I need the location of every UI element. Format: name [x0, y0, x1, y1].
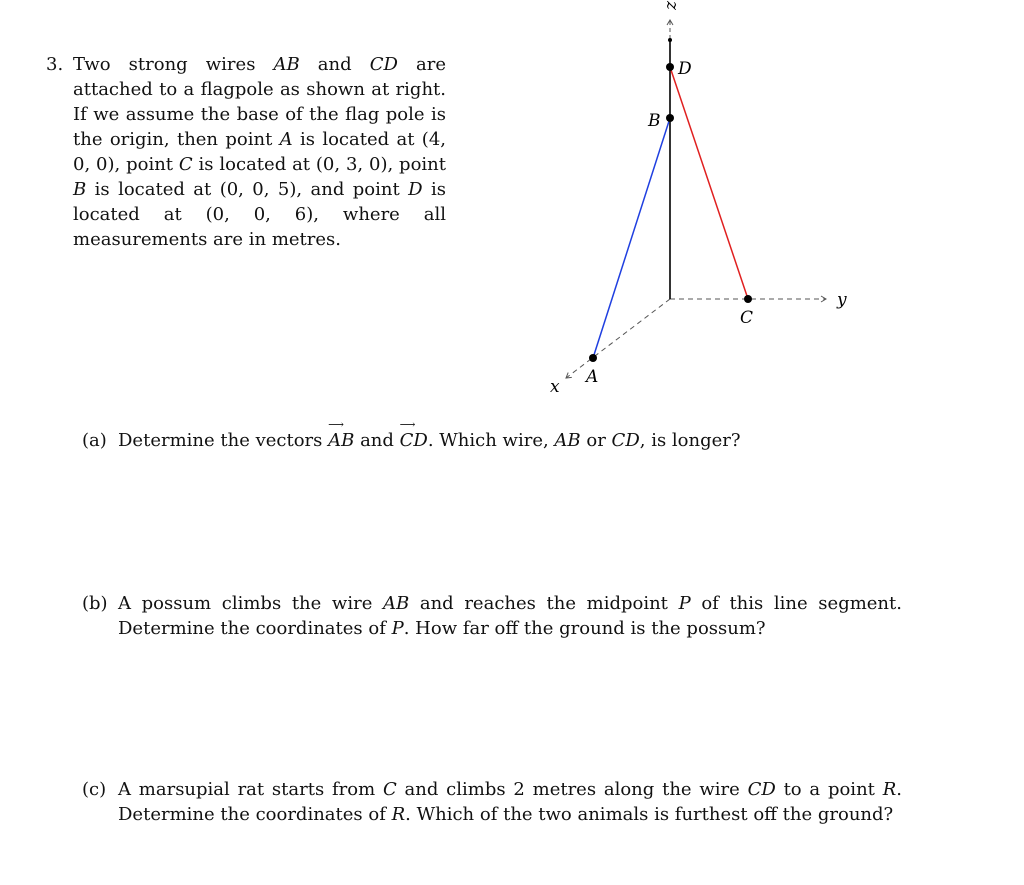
text-run: and	[354, 430, 400, 451]
var-cd: CD	[369, 54, 398, 75]
point-d-label: D	[678, 59, 692, 79]
point-c-dot	[744, 295, 752, 303]
vector-arrow-icon: ⟶	[328, 418, 344, 431]
var-d: D	[408, 179, 423, 200]
var-r: R	[391, 804, 406, 825]
var-p: P	[678, 593, 691, 614]
point-d-dot	[666, 63, 674, 71]
problem-statement	[46, 52, 446, 252]
point-a-label: A	[586, 367, 599, 387]
text-run: . Which wire,	[427, 430, 555, 451]
text-run: A possum climbs the wire	[118, 593, 383, 614]
point-a-dot	[589, 354, 597, 362]
text-run: is located at (0, 0, 6), where all measurements are in metres.	[73, 179, 447, 250]
text-run: and climbs 2 metres along the wire	[396, 779, 748, 800]
var-cd: CD	[611, 430, 640, 451]
text-run: or	[580, 430, 612, 451]
y-axis-label: y	[837, 290, 847, 310]
text-run: . How far off the ground is the possum?	[403, 618, 766, 639]
part-c-label: (c)	[82, 779, 107, 800]
problem-number: 3.	[46, 54, 64, 75]
var-cd: CD	[747, 779, 776, 800]
vector-cd-text: CD	[399, 430, 428, 451]
x-axis-label: x	[550, 377, 560, 397]
text-run: is located at (4, 0, 0), point	[73, 129, 446, 175]
part-b-label: (b)	[82, 593, 108, 614]
var-b: B	[73, 179, 87, 200]
var-ab: AB	[273, 54, 300, 75]
text-run: A marsupial rat starts from	[118, 779, 383, 800]
point-b-label: B	[648, 111, 661, 131]
var-r: R	[882, 779, 897, 800]
text-run: Determine the vectors	[118, 430, 329, 451]
var-ab: AB	[382, 593, 410, 614]
text-run: is located at (0, 0, 5), and point	[86, 179, 409, 200]
part-a-text	[118, 418, 902, 453]
x-axis	[566, 299, 670, 378]
text-run: , is longer?	[639, 430, 741, 451]
vector-ab	[328, 418, 355, 453]
var-c: C	[382, 779, 397, 800]
point-b-dot	[666, 114, 674, 122]
text-run: and reaches the midpoint	[409, 593, 679, 614]
text-run: to a point	[775, 779, 883, 800]
pole-top-dot	[668, 38, 672, 42]
vector-ab-text: AB	[328, 430, 355, 451]
part-b-text	[118, 591, 902, 641]
point-c-label: C	[740, 308, 754, 328]
part-c	[82, 777, 902, 827]
problem-text	[73, 52, 446, 252]
part-b	[82, 591, 902, 641]
text-run: . Determine the coordinates of	[118, 779, 902, 825]
wire-ab	[593, 118, 670, 358]
var-a: A	[279, 129, 293, 150]
z-axis-label: z	[662, 1, 682, 10]
part-c-text	[118, 777, 902, 827]
text-run: Two strong wires	[73, 54, 274, 75]
vector-cd	[399, 418, 428, 453]
var-ab: AB	[554, 430, 581, 451]
text-run: . Which of the two animals is furthest off the ground?	[405, 804, 894, 825]
text-run: and	[299, 54, 370, 75]
var-c: C	[178, 154, 193, 175]
vector-arrow-icon: ⟶	[399, 418, 416, 431]
text-run: of this line segment. Determine the coordinates of	[118, 593, 902, 639]
part-a-label: (a)	[82, 430, 107, 451]
var-p: P	[391, 618, 404, 639]
text-run: are attached to a flagpole as shown at right. If we assume the base of the flag pole is the origin, then point	[73, 54, 446, 150]
flagpole-figure	[540, 0, 870, 410]
wire-cd	[670, 67, 748, 299]
part-a	[82, 418, 902, 453]
text-run: is located at (0, 3, 0), point	[192, 154, 446, 175]
